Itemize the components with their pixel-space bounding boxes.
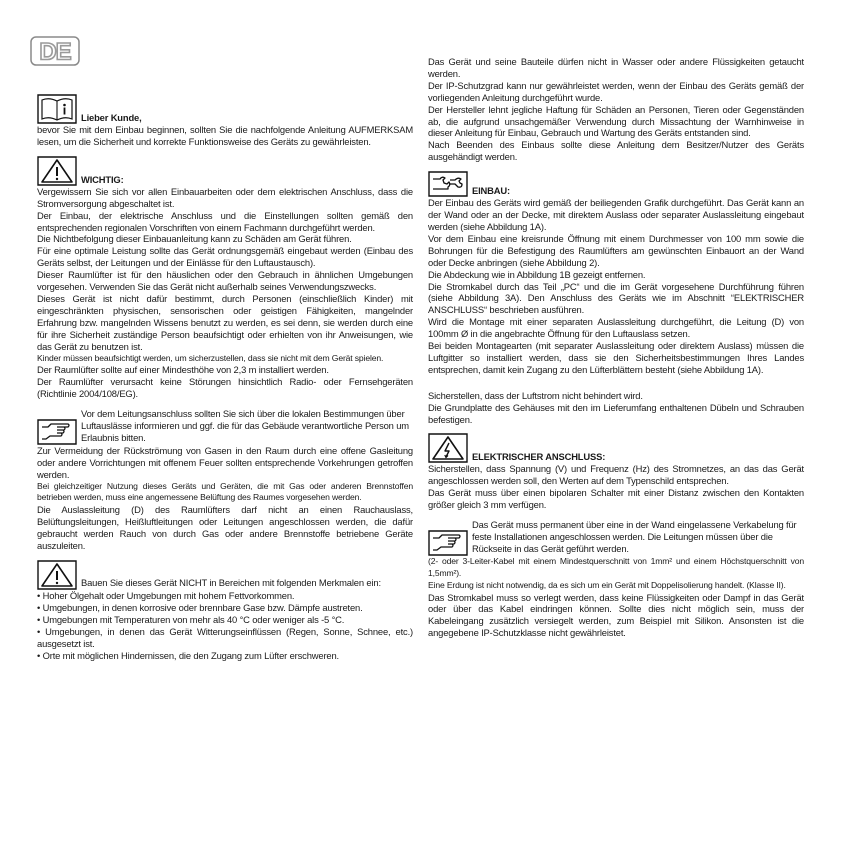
intro-paragraph-2: Der IP-Schutzgrad kann nur gewährleistet werden, wenn der Einbau des Geräts gemäß der vorliegenden Anleitung durchgeführt wurde. bbox=[428, 79, 804, 103]
prohibited-bullet-1: • Hoher Ölgehalt oder Umgebungen mit hohem Fettvorkommen. bbox=[37, 590, 413, 602]
electrical-paragraph-2: Das Gerät muss über einen bipolaren Schalter mit einer Distanz zwischen den Kontakten größer gleich 3 mm verfügen. bbox=[428, 487, 804, 511]
important-heading: WICHTIG: bbox=[37, 156, 413, 186]
prohibited-bullet-4: • Umgebungen, in denen das Gerät Witterungseinflüssen (Regen, Sonne, Schnee, etc.) ausgesetzt ist. bbox=[37, 626, 413, 650]
right-column bbox=[428, 56, 804, 639]
note-heading-2: Das Gerät muss permanent über eine in der Wand eingelassene Verkabelung für feste Installationen angeschlossen werden. Die Leitungen müssen über die Rückseite in das Gerät geführt werden. bbox=[428, 519, 804, 556]
important-paragraph-9: Der Raumlüfter verursacht keine Störungen hinsichtlich Radio- oder Fernsehgeräten (Richtlinie 2004/108/EG). bbox=[37, 376, 413, 400]
important-paragraph-7: Kinder müssen beaufsichtigt werden, um sicherzustellen, dass sie nicht mit dem Gerät spielen. bbox=[37, 352, 384, 363]
important-paragraph-2: Der Einbau, der elektrische Anschluss und die Einstellungen sollten gemäß den entsprechenden regionalen Vorschriften von einem Fachmann durchgeführt werden. bbox=[37, 209, 413, 233]
installation-heading: EINBAU: bbox=[428, 171, 804, 197]
electrical-paragraph-1: Sicherstellen, dass Spannung (V) und Frequenz (Hz) des Stromnetzes, an das das Gerät angeschlossen werden soll, den Werten auf dem Typenschild entsprechen. bbox=[428, 463, 804, 487]
pointing-hand-icon bbox=[428, 530, 468, 556]
language-badge bbox=[30, 36, 80, 66]
high-voltage-icon bbox=[428, 433, 468, 463]
note2-cable: (2- oder 3-Leiter-Kabel mit einem Mindestquerschnitt von 1mm² und einem Höchstquerschnitt von 1,5mm²). bbox=[428, 555, 804, 578]
warning-icon bbox=[37, 156, 77, 186]
important-paragraph-6: Dieses Gerät ist nicht dafür bestimmt, durch Personen (einschließlich Kinder) mit eingeschränkten physischen, sensorischen oder geistigen Fähigkeiten, mangelnder Erfahrung bzw. mangelnden Wissens benutzt zu werden, es sei denn, sie werden durch eine für ihre Sicherheit zuständige Person beaufsichtigt oder erhielten von ihr Anweisungen, wie das Gerät zu benutzen ist. bbox=[37, 292, 413, 352]
prohibited-bullet-3: • Umgebungen mit Temperaturen von mehr als 40 °C oder weniger als -5 °C. bbox=[37, 614, 413, 626]
important-paragraph-8: Der Raumlüfter sollte auf einer Mindesthöhe von 2,3 m installiert werden. bbox=[37, 364, 329, 376]
intro-paragraph-1: Das Gerät und seine Bauteile dürfen nicht in Wasser oder andere Flüssigkeiten getaucht werden. bbox=[428, 56, 804, 79]
installation-paragraph-8: Die Grundplatte des Gehäuses mit den im Lieferumfang enthaltenen Dübeln und Schrauben befestigen. bbox=[428, 401, 804, 425]
electrical-heading: ELEKTRISCHER ANSCHLUSS: bbox=[428, 433, 804, 463]
important-paragraph-4: Für eine optimale Leistung sollte das Gerät ordnungsgemäß eingebaut werden (Einbau des Geräts selbst, der Leitungen und der Einlässe für den Luftaustausch). bbox=[37, 245, 413, 269]
wrench-icon bbox=[428, 171, 468, 197]
intro-paragraph-4: Nach Beenden des Einbaus sollte diese Anleitung dem Besitzer/Nutzer des Geräts ausgehändigt werden. bbox=[428, 139, 804, 163]
note2-routing: Das Stromkabel muss so verlegt werden, dass keine Flüssigkeiten oder Dampf in das Gerät oder über das Kabel eindringen können. Sollte dies nicht möglich sein, muss der Kabeleingang zusätzlich versiegelt werden, zum Beispiel mit Silikon. Ansonsten ist die angegebene IP-Schutzklasse nicht gewährleistet. bbox=[428, 591, 804, 639]
pointing-hand-icon bbox=[37, 419, 77, 445]
installation-paragraph-4: Die Stromkabel durch das Teil „PC“ und die im Gerät vorgesehene Durchführung führen (siehe Abbildung 3A). Den Anschluss des Geräts wie im Abschnitt “ELEKTRISCHER ANSCHLUSS“ beschrieben ausführen. bbox=[428, 280, 804, 316]
book-icon bbox=[37, 94, 77, 124]
installation-paragraph-5: Wird die Montage mit einer separaten Auslassleitung durchgeführt, die Leitung (D) von 100mm Ø in die angebrachte Öffnung für den Luftauslass setzen. bbox=[428, 316, 804, 340]
installation-paragraph-2: Vor dem Einbau eine kreisrunde Öffnung mit einem Durchmesser von 100 mm sowie die Bohrungen für die Befestigung des Raumlüfters am gewünschten Einbauort an der Wand oder Decke anbringen (siehe Abbildung 2). bbox=[428, 232, 804, 268]
note1-paragraph-1: Zur Vermeidung der Rückströmung von Gasen in den Raum durch eine offene Gasleitung oder andere Vorrichtungen mit offenem Feuer sollten entsprechende Vorkehrungen getroffen werden. bbox=[37, 444, 413, 480]
installation-paragraph-7: Sicherstellen, dass der Luftstrom nicht behindert wird. bbox=[428, 389, 643, 401]
important-paragraph-3: Die Nichtbefolgung dieser Einbauanleitung kann zu Schäden am Gerät führen. bbox=[37, 233, 352, 245]
important-paragraph-5: Dieser Raumlüfter ist für den häuslichen oder den Gebrauch in ähnlichen Umgebungen vorgesehen. Verwenden Sie das Gerät nicht außerhalb seines Verwendungszwecks. bbox=[37, 269, 413, 293]
prohibited-bullet-2: • Umgebungen, in denen korrosive oder brennbare Gase bzw. Dämpfe austreten. bbox=[37, 602, 413, 614]
note1-paragraph-2: Bei gleichzeitiger Nutzung dieses Geräts und Geräten, die mit Gas oder anderen Brennstoffen betrieben werden, muss eine angemessene Belüftung des Raumes vorgesehen werden. bbox=[37, 480, 413, 503]
left-column bbox=[37, 94, 413, 661]
warning-icon bbox=[37, 560, 77, 590]
installation-paragraph-6: Bei beiden Montagearten (mit separater Auslassleitung oder direktem Auslass) müssen die Luftgitter so installiert werden, dass sie den Sicherheitsbestimmungen Ihres Landes entsprechen, damit kein Zugang zu den Lüfterblättern besteht (siehe Abbildung 1A). bbox=[428, 340, 804, 375]
language-code: DE bbox=[39, 38, 71, 66]
installation-paragraph-1: Der Einbau des Geräts wird gemäß der beiliegenden Grafik durchgeführt. Das Gerät kann an der Wand oder an der Decke, mit direktem Auslass oder separater Auslassleitung eingebaut werden (siehe Abbildung 1A). bbox=[428, 197, 804, 232]
dear-customer-text: bevor Sie mit dem Einbau beginnen, sollten Sie die nachfolgende Anleitung AUFMERKSAM lesen, um die Sicherheit und korrekte Funktionsweise des Geräts zu gewährleisten. bbox=[37, 124, 413, 147]
note2-grounding: Eine Erdung ist nicht notwendig, da es sich um ein Gerät mit Doppelisolierung handelt. (Klasse II). bbox=[428, 579, 786, 590]
note-heading-1: Vor dem Leitungsanschluss sollten Sie sich über die lokalen Bestimmungen über Luftauslässe informieren und ggf. die für das Gebäude verantwortliche Person um Erlaubnis bitten. bbox=[37, 408, 413, 445]
dear-customer-heading: Lieber Kunde, bbox=[37, 94, 413, 124]
important-paragraph-1: Vergewissern Sie sich vor allen Einbauarbeiten oder dem elektrischen Anschluss, dass die Stromversorgung abgeschaltet ist. bbox=[37, 185, 413, 209]
prohibited-heading: Bauen Sie dieses Gerät NICHT in Bereichen mit folgenden Merkmalen ein: bbox=[37, 560, 413, 590]
intro-paragraph-3: Der Hersteller lehnt jegliche Haftung für Schäden an Personen, Tieren oder Gegenständen ab, die aufgrund unsachgemäßer Verwendung durch Missachtung der Warnhinweise in dieser Anleitung für Einbau, Gebrauch und Wartung des Geräts entstanden sind. bbox=[428, 103, 804, 139]
prohibited-bullet-5: • Orte mit möglichen Hindernissen, die den Zugang zum Lüfter erschweren. bbox=[37, 650, 413, 662]
installation-paragraph-3: Die Abdeckung wie in Abbildung 1B gezeigt entfernen. bbox=[428, 268, 646, 280]
note1-paragraph-3: Die Auslassleitung (D) des Raumlüfters darf nicht an einen Rauchauslass, Belüftungsleitungen, Heißluftleitungen oder Leitungen angeschlossen werden, die dafür gebraucht werden Rauch von durch Gas oder andere Brennstoffe betriebene Geräte auszuleiten. bbox=[37, 504, 413, 552]
